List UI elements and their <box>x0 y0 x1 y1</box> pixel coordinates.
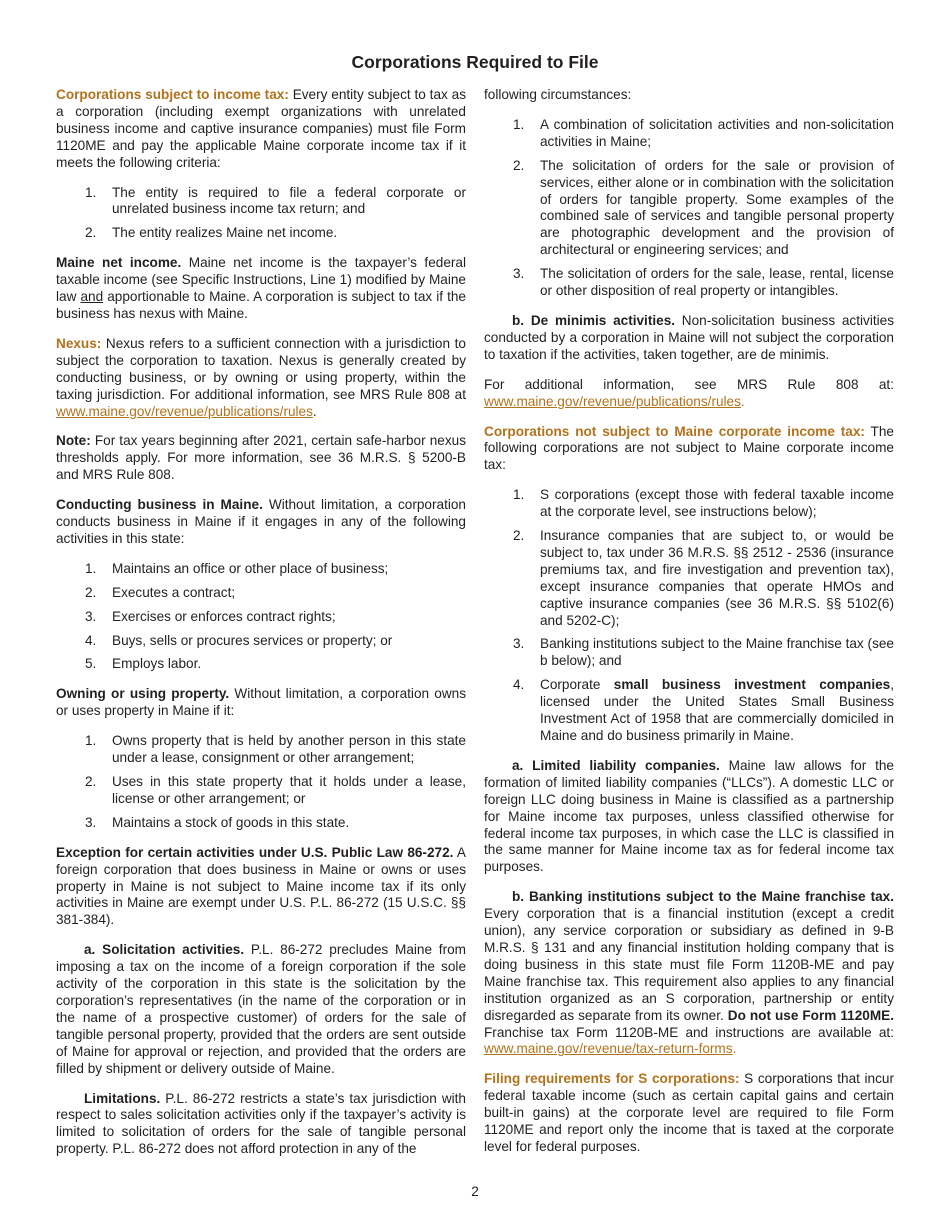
s-corp-heading: Filing requirements for S corporations: <box>484 1071 740 1087</box>
list-item: 1. S corporations (except those with federal taxable income at the corporate level, see instructions below); <box>513 487 894 520</box>
owning-property-paragraph: Owning or using property. Without limitation, a corporation owns or uses property in Maine if it: <box>56 686 466 719</box>
net-income-heading: Maine net income. <box>56 255 182 271</box>
rules-link[interactable]: www.maine.gov/revenue/publications/rules <box>484 393 741 409</box>
not-subject-paragraph: Corporations not subject to Maine corporate income tax: The following corporations are not subject to Maine corporate income tax: <box>484 423 894 473</box>
solicitation-paragraph: a. Solicitation activities. P.L. 86-272 precludes Maine from imposing a tax on the income of a foreign corporation if the sole activity of the corporation in this state is the solicitation by the corporation’s representatives (in the name of the corporation or in the name of a prospective customer) of orders for the sale of tangible personal property, provided that the orders are sent outside of Maine for approval or rejection, and provided that the orders are filled by shipment or delivery outside of Maine. <box>56 942 466 1076</box>
list-item: 3. Maintains a stock of goods in this state. <box>85 814 350 830</box>
not-subject-list <box>484 487 894 745</box>
list-item: 1. Maintains an office or other place of business; <box>85 560 389 576</box>
tax-return-forms-link[interactable]: www.maine.gov/revenue/tax-return-forms <box>484 1041 733 1057</box>
list-item: 3. Exercises or enforces contract rights; <box>85 608 336 624</box>
list-item: 1. A combination of solicitation activities and non-solicitation activities in Maine; <box>513 116 894 149</box>
net-income-paragraph: Maine net income. Maine net income is the taxpayer’s federal taxable income (see Specific Instructions, Line 1) modified by Maine law and apportionable to Maine. A corporation is subject to tax if the business has nexus with Maine. <box>56 255 466 321</box>
banking-heading: b. Banking institutions subject to the Maine franchise tax. <box>512 889 894 905</box>
left-column <box>56 87 466 1171</box>
conducting-business-heading: Conducting business in Maine. <box>56 497 263 513</box>
exception-heading: Exception for certain activities under U.S. Public Law 86-272. <box>56 844 454 860</box>
list-item: 4. Corporate small business investment companies, licensed under the United States Small Business Investment Act of 1958 that are commercially domiciled in Maine and do business primarily in Maine. <box>513 677 894 743</box>
llc-heading: a. Limited liability companies. <box>512 757 720 773</box>
conducting-business-list <box>56 561 466 674</box>
income-tax-paragraph: Corporations subject to income tax: Every entity subject to tax as a corporation (including exempt organizations with unrelated business income and captive insurance companies) must file Form 1120ME and pay the applicable Maine corporate income tax if it meets the following criteria: <box>56 87 466 170</box>
right-column <box>484 87 894 1169</box>
income-tax-heading: Corporations subject to income tax: <box>56 87 289 102</box>
de-minimis-paragraph: b. De minimis activities. Non-solicitation business activities conducted by a corporation in Maine will not subject the corporation to taxation if the activities, taken together, are de minimis. <box>484 312 895 362</box>
list-item: 3. Banking institutions subject to the Maine franchise tax (see b below); and <box>513 636 894 669</box>
list-item: 4. Buys, sells or procures services or property; or <box>85 632 393 648</box>
list-item: 1. The entity is required to file a federal corporate or unrelated business income tax return; and <box>85 184 466 217</box>
s-corp-paragraph: Filing requirements for S corporations: S corporations that incur federal taxable income (such as certain capital gains and certain built-in gains) at the corporate level are required to file Form 1120ME and report only the income that is taxed at the corporate level for federal purposes. <box>484 1071 894 1154</box>
page-number: 2 <box>471 1184 479 1199</box>
solicitation-heading: a. Solicitation activities. <box>84 942 245 958</box>
not-subject-heading: Corporations not subject to Maine corporate income tax: <box>484 423 865 439</box>
limitations-paragraph: Limitations. P.L. 86-272 restricts a state’s tax jurisdiction with respect to sales solicitation activities only if the taxpayer’s activity is limited to solicitation of orders for the sale of tangible personal property. P.L. 86-272 does not afford protection in any of the <box>56 1090 466 1157</box>
note-paragraph: Note: For tax years beginning after 2021, certain safe-harbor nexus thresholds apply. For more information, see 36 M.R.S. § 5200-B and MRS Rule 808. <box>56 433 466 483</box>
continuation-text: following circumstances: <box>484 87 632 102</box>
exception-paragraph: Exception for certain activities under U.S. Public Law 86-272. A foreign corporation that does business in Maine or owns or uses property in Maine is not subject to Maine income tax if its only activities in Maine are exempt under U.S. P.L. 86-272 (15 U.S.C. §§ 381-384). <box>56 844 466 928</box>
banking-paragraph: b. Banking institutions subject to the Maine franchise tax. Every corporation that is a financial institution (except a credit union), any service corporation or subsidiary as defined in 9-B M.R.S. § 131 and any financial institution holding company that is doing business in this state must file Form 1120B-ME and pay Maine franchise tax. This requirement also applies to any financial institution organized as an S corporation, partnership or entity disregarded as separate from its owner. Do not use Form 1120ME. Franchise tax Form 1120B-ME and instructions are available at: www.maine.gov/revenue/tax-return-forms. <box>484 889 894 1057</box>
nexus-paragraph: Nexus: Nexus refers to a sufficient connection with a jurisdiction to subject the corporation to taxation. Nexus is generally created by conducting business, or by owning or using property, within the taxing jurisdiction. For additional information, see MRS Rule 808 at www.maine.gov/revenue/publications/rules. <box>56 335 466 419</box>
owning-property-heading: Owning or using property. <box>56 686 230 702</box>
note-heading: Note: <box>56 433 91 449</box>
list-item: 3. The solicitation of orders for the sale, lease, rental, license or other disposition of real property or intangibles. <box>513 266 894 299</box>
additional-info-paragraph: For additional information, see MRS Rule 808 at: www.maine.gov/revenue/publications/rules. <box>484 376 894 409</box>
circumstances-list <box>484 117 894 300</box>
list-item: 2. Uses in this state property that it holds under a lease, license or other arrangement; or <box>85 774 466 806</box>
income-tax-criteria-list <box>56 185 466 243</box>
list-item: 5. Employs labor. <box>85 656 202 672</box>
list-item: 2. The entity realizes Maine net income. <box>85 225 338 241</box>
llc-paragraph: a. Limited liability companies. Maine law allows for the formation of limited liability companies (“LLCs”). A domestic LLC or foreign LLC doing business in Maine is classified as a partnership for Maine income tax purposes, unless classified otherwise for federal income tax purposes, in which case the LLC is classified in the same manner for Maine income tax as for federal income tax purposes. <box>484 757 894 875</box>
list-item: 2. Insurance companies that are subject to, or would be subject to, tax under 36 M.R.S. §§ 2512 - 2536 (insurance premiums tax, and fire investigation and prevention tax), except insurance companies that operate HMOs and captive insurance companies (see 36 M.R.S. §§ 5102(6) and 5202-C); <box>513 528 894 628</box>
owning-property-list <box>56 733 466 832</box>
list-item: 1. Owns property that is held by another person in this state under a lease, consignment or other arrangement; <box>85 733 466 766</box>
page-title: Corporations Required to File <box>351 52 599 72</box>
list-item: 2. Executes a contract; <box>85 584 236 600</box>
rules-link[interactable]: www.maine.gov/revenue/publications/rules <box>56 403 313 419</box>
de-minimis-heading: b. De minimis activities. <box>512 312 676 328</box>
list-item: 2. The solicitation of orders for the sale or provision of services, either alone or in combination with the solicitation of orders for tangible property. Some examples of the combined sale of services and tangible personal property are photographic development and the provision of architectural or engineering services; and <box>513 157 894 258</box>
limitations-heading: Limitations. <box>84 1090 161 1106</box>
conducting-business-paragraph: Conducting business in Maine. Without limitation, a corporation conducts business in Maine if it engages in any of the following activities in this state: <box>56 497 466 546</box>
nexus-heading: Nexus: <box>56 335 102 351</box>
